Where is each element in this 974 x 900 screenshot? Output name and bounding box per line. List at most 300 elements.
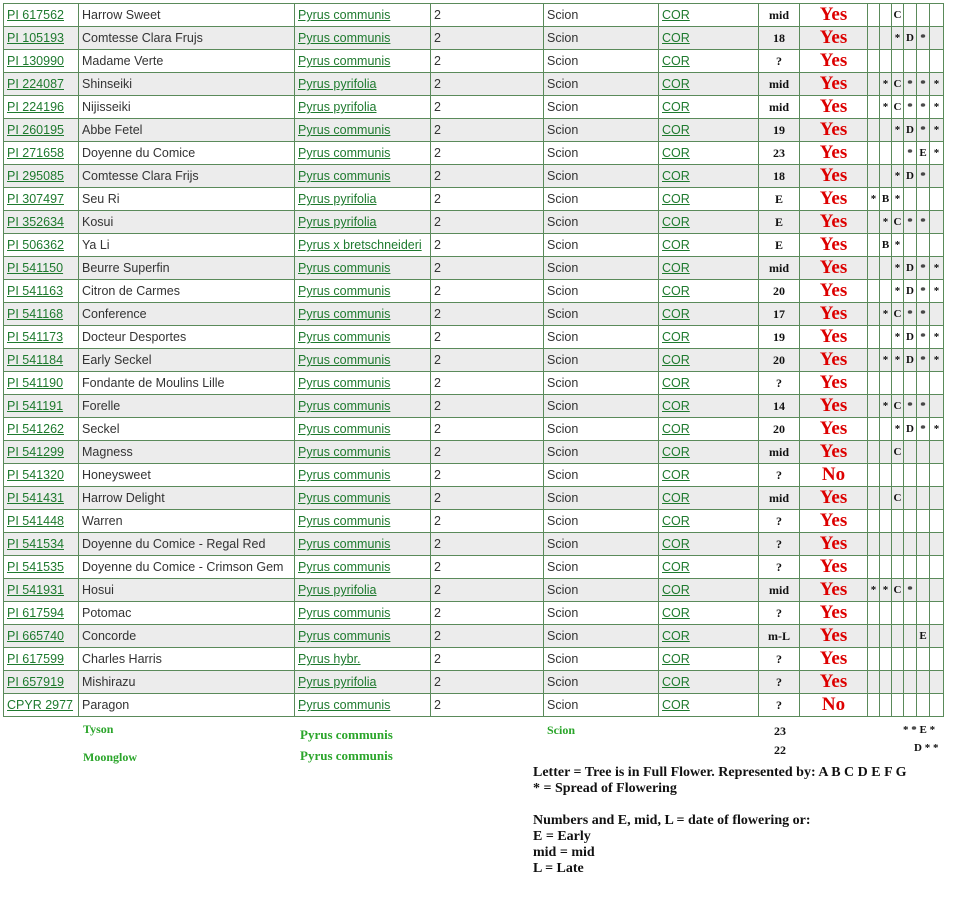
accession-cell-link[interactable]: PI 352634 [7, 215, 64, 229]
cultivar-name-cell: Harrow Delight [79, 487, 295, 510]
flowering-stage-cell [904, 533, 917, 556]
site-cell-link[interactable]: COR [662, 54, 690, 68]
count-cell: 2 [431, 211, 544, 234]
form-cell: Scion [544, 303, 659, 326]
accession-cell-link[interactable]: PI 541299 [7, 445, 64, 459]
flowering-date-cell: E [759, 234, 800, 257]
accession-cell-link[interactable]: PI 541431 [7, 491, 64, 505]
extra-moonglow-date: 22 [774, 743, 786, 757]
site-cell-link[interactable]: COR [662, 560, 690, 574]
form-cell: Scion [544, 464, 659, 487]
flowering-stage-cell [880, 119, 892, 142]
flowering-stage-cell [930, 303, 944, 326]
site-cell-link[interactable]: COR [662, 284, 690, 298]
cultivar-name-cell: Fondante de Moulins Lille [79, 372, 295, 395]
table-body [4, 4, 944, 717]
flowering-stage-cell [868, 395, 880, 418]
flowering-stage-cell: * [917, 349, 930, 372]
species-cell-link[interactable]: Pyrus communis [298, 376, 391, 390]
site-cell-link[interactable]: COR [662, 422, 690, 436]
site-cell-link[interactable]: COR [662, 146, 690, 160]
flowering-stage-cell: * [930, 326, 944, 349]
count-cell: 2 [431, 27, 544, 50]
accession-cell [4, 487, 79, 510]
accession-cell-link[interactable]: PI 617599 [7, 652, 64, 666]
site-cell-link[interactable]: COR [662, 399, 690, 413]
flowering-stage-cell: * [917, 73, 930, 96]
accession-cell-link[interactable]: PI 541173 [7, 330, 64, 344]
flowering-stage-cell [904, 625, 917, 648]
form-cell: Scion [544, 119, 659, 142]
table-row [4, 533, 944, 556]
site-cell-link[interactable]: COR [662, 261, 690, 275]
flowering-stage-cell [868, 533, 880, 556]
flowering-stage-cell [930, 234, 944, 257]
flowering-stage-cell: * [930, 418, 944, 441]
flowering-date-cell: 18 [759, 165, 800, 188]
site-cell [659, 96, 759, 119]
species-cell-link[interactable]: Pyrus communis [298, 169, 391, 183]
table-row [4, 441, 944, 464]
flowering-stage-cell [868, 602, 880, 625]
flowering-stage-cell [930, 50, 944, 73]
species-cell [295, 694, 431, 717]
accession-cell-link[interactable]: PI 541931 [7, 583, 64, 597]
flowering-stage-cell [880, 533, 892, 556]
accession-cell-link[interactable]: PI 541150 [7, 261, 64, 275]
species-cell-link[interactable]: Pyrus communis [298, 307, 391, 321]
site-cell-link[interactable]: COR [662, 537, 690, 551]
accession-cell-link[interactable]: PI 224196 [7, 100, 64, 114]
flowering-stage-cell [868, 257, 880, 280]
site-cell [659, 418, 759, 441]
accession-cell-link[interactable]: PI 307497 [7, 192, 64, 206]
flowering-stage-cell: * [917, 395, 930, 418]
site-cell-link[interactable]: COR [662, 675, 690, 689]
count-cell: 2 [431, 372, 544, 395]
site-cell-link[interactable]: COR [662, 652, 690, 666]
flowering-stage-cell [868, 326, 880, 349]
flowering-stage-cell [880, 257, 892, 280]
species-cell-link[interactable]: Pyrus communis [298, 123, 391, 137]
count-cell: 2 [431, 487, 544, 510]
site-cell-link[interactable]: COR [662, 445, 690, 459]
flowering-stage-cell [930, 464, 944, 487]
flowering-stage-cell [880, 671, 892, 694]
site-cell [659, 372, 759, 395]
flowering-stage-cell: * [892, 27, 904, 50]
flowering-stage-cell [880, 4, 892, 27]
accession-cell [4, 533, 79, 556]
site-cell [659, 257, 759, 280]
cultivar-name-cell: Nijisseiki [79, 96, 295, 119]
count-cell: 2 [431, 188, 544, 211]
accession-cell [4, 372, 79, 395]
accession-cell-link[interactable]: PI 541190 [7, 376, 64, 390]
flowering-stage-cell [930, 602, 944, 625]
accession-cell-link[interactable]: PI 657919 [7, 675, 64, 689]
species-cell [295, 602, 431, 625]
form-cell: Scion [544, 510, 659, 533]
species-cell [295, 280, 431, 303]
species-cell-link[interactable]: Pyrus communis [298, 399, 391, 413]
accession-cell-link[interactable]: PI 541184 [7, 353, 64, 367]
result-cell: Yes [800, 441, 868, 464]
species-cell-link[interactable]: Pyrus pyrifolia [298, 675, 377, 689]
species-cell-link[interactable]: Pyrus communis [298, 537, 391, 551]
accession-cell-link[interactable]: PI 271658 [7, 146, 64, 160]
table-row [4, 211, 944, 234]
species-cell-link[interactable]: Pyrus x bretschneideri [298, 238, 422, 252]
form-cell: Scion [544, 671, 659, 694]
site-cell-link[interactable]: COR [662, 100, 690, 114]
species-cell [295, 257, 431, 280]
accession-cell [4, 418, 79, 441]
result-cell: Yes [800, 73, 868, 96]
count-cell: 2 [431, 142, 544, 165]
form-cell: Scion [544, 349, 659, 372]
flowering-stage-cell [930, 395, 944, 418]
result-cell: Yes [800, 648, 868, 671]
form-cell: Scion [544, 579, 659, 602]
flowering-date-cell: mid [759, 73, 800, 96]
flowering-stage-cell: * [917, 211, 930, 234]
species-cell-link[interactable]: Pyrus communis [298, 146, 391, 160]
site-cell-link[interactable]: COR [662, 31, 690, 45]
flowering-stage-cell: * [930, 119, 944, 142]
species-cell-link[interactable]: Pyrus communis [298, 353, 391, 367]
table-row [4, 234, 944, 257]
species-cell-link[interactable]: Pyrus communis [298, 560, 391, 574]
flowering-date-cell: ? [759, 556, 800, 579]
flowering-stage-cell [930, 648, 944, 671]
table-row [4, 142, 944, 165]
table-row [4, 602, 944, 625]
extra-tyson-flowering: * * E * [903, 724, 936, 736]
legend-letter-line: Letter = Tree is in Full Flower. Represented by: A B C D E F G [533, 765, 907, 780]
flowering-stage-cell: C [892, 4, 904, 27]
flowering-stage-cell [892, 694, 904, 717]
cultivar-name-cell: Early Seckel [79, 349, 295, 372]
site-cell [659, 671, 759, 694]
site-cell-link[interactable]: COR [662, 698, 690, 712]
site-cell-link[interactable]: COR [662, 123, 690, 137]
species-cell-link[interactable]: Pyrus communis [298, 445, 391, 459]
flowering-stage-cell [917, 50, 930, 73]
form-cell: Scion [544, 372, 659, 395]
cultivar-name-cell: Kosui [79, 211, 295, 234]
table-row [4, 119, 944, 142]
count-cell: 2 [431, 257, 544, 280]
result-cell: Yes [800, 510, 868, 533]
site-cell-link[interactable]: COR [662, 606, 690, 620]
site-cell-link[interactable]: COR [662, 514, 690, 528]
cultivar-name-cell: Mishirazu [79, 671, 295, 694]
site-cell [659, 326, 759, 349]
flowering-stage-cell: * [917, 280, 930, 303]
germplasm-table [3, 3, 944, 717]
accession-cell-link[interactable]: PI 541320 [7, 468, 64, 482]
site-cell [659, 188, 759, 211]
species-cell-link[interactable]: Pyrus communis [298, 261, 391, 275]
flowering-stage-cell [930, 625, 944, 648]
species-cell-link[interactable]: Pyrus pyrifolia [298, 583, 377, 597]
flowering-stage-cell: * [892, 280, 904, 303]
flowering-stage-cell [880, 27, 892, 50]
cultivar-name-cell: Seckel [79, 418, 295, 441]
flowering-date-cell: ? [759, 510, 800, 533]
count-cell: 2 [431, 533, 544, 556]
accession-cell [4, 257, 79, 280]
flowering-stage-cell [868, 73, 880, 96]
accession-cell [4, 188, 79, 211]
table-row [4, 165, 944, 188]
flowering-stage-cell: C [892, 303, 904, 326]
count-cell: 2 [431, 326, 544, 349]
flowering-stage-cell [868, 441, 880, 464]
accession-cell-link[interactable]: CPYR 2977 [7, 698, 74, 712]
legend-date-line: Numbers and E, mid, L = date of flowering or: [533, 813, 811, 828]
site-cell-link[interactable]: COR [662, 307, 690, 321]
cultivar-name-cell: Doyenne du Comice [79, 142, 295, 165]
result-cell: Yes [800, 602, 868, 625]
species-cell-link[interactable]: Pyrus pyrifolia [298, 100, 377, 114]
accession-cell-link[interactable]: PI 541448 [7, 514, 64, 528]
accession-cell [4, 395, 79, 418]
site-cell-link[interactable]: COR [662, 629, 690, 643]
flowering-stage-cell: C [892, 395, 904, 418]
site-cell-link[interactable]: COR [662, 77, 690, 91]
site-cell-link[interactable]: COR [662, 238, 690, 252]
flowering-stage-cell [904, 510, 917, 533]
form-cell: Scion [544, 211, 659, 234]
flowering-stage-cell [904, 4, 917, 27]
count-cell: 2 [431, 4, 544, 27]
table-row [4, 510, 944, 533]
table-row [4, 487, 944, 510]
cultivar-name-cell: Harrow Sweet [79, 4, 295, 27]
species-cell-link[interactable]: Pyrus pyrifolia [298, 77, 377, 91]
site-cell [659, 303, 759, 326]
species-cell-link[interactable]: Pyrus communis [298, 491, 391, 505]
result-cell: Yes [800, 303, 868, 326]
site-cell-link[interactable]: COR [662, 8, 690, 22]
site-cell [659, 142, 759, 165]
table-row [4, 73, 944, 96]
species-cell-link[interactable]: Pyrus communis [298, 514, 391, 528]
flowering-stage-cell [917, 556, 930, 579]
flowering-date-cell: 19 [759, 119, 800, 142]
species-cell-link[interactable]: Pyrus pyrifolia [298, 215, 377, 229]
flowering-stage-cell: * [892, 119, 904, 142]
accession-cell-link[interactable]: PI 130990 [7, 54, 64, 68]
accession-cell-link[interactable]: PI 295085 [7, 169, 64, 183]
species-cell-link[interactable]: Pyrus pyrifolia [298, 192, 377, 206]
result-cell: Yes [800, 625, 868, 648]
result-cell: Yes [800, 50, 868, 73]
form-cell: Scion [544, 188, 659, 211]
form-cell: Scion [544, 418, 659, 441]
flowering-stage-cell [917, 188, 930, 211]
site-cell-link[interactable]: COR [662, 491, 690, 505]
species-cell-link[interactable]: Pyrus communis [298, 606, 391, 620]
count-cell: 2 [431, 349, 544, 372]
count-cell: 2 [431, 625, 544, 648]
flowering-stage-cell [892, 602, 904, 625]
accession-cell-link[interactable]: PI 617594 [7, 606, 64, 620]
accession-cell-link[interactable]: PI 541535 [7, 560, 64, 574]
flowering-stage-cell [880, 418, 892, 441]
flowering-stage-cell: B [880, 188, 892, 211]
flowering-date-cell: mid [759, 487, 800, 510]
accession-cell-link[interactable]: PI 541534 [7, 537, 64, 551]
species-cell-link[interactable]: Pyrus communis [298, 284, 391, 298]
site-cell [659, 27, 759, 50]
flowering-stage-cell: D [904, 418, 917, 441]
form-cell: Scion [544, 4, 659, 27]
flowering-stage-cell [904, 648, 917, 671]
species-cell [295, 418, 431, 441]
table-row [4, 96, 944, 119]
result-cell: Yes [800, 280, 868, 303]
accession-cell-link[interactable]: PI 506362 [7, 238, 64, 252]
flowering-stage-cell: * [880, 211, 892, 234]
cultivar-name-cell: Magness [79, 441, 295, 464]
form-cell: Scion [544, 50, 659, 73]
accession-cell-link[interactable]: PI 541262 [7, 422, 64, 436]
flowering-stage-cell: * [880, 96, 892, 119]
form-cell: Scion [544, 441, 659, 464]
species-cell [295, 96, 431, 119]
flowering-stage-cell [904, 556, 917, 579]
count-cell: 2 [431, 418, 544, 441]
extra-tyson-name: Tyson [83, 722, 114, 736]
count-cell: 2 [431, 648, 544, 671]
flowering-stage-cell [868, 510, 880, 533]
flowering-stage-cell: * [930, 349, 944, 372]
cultivar-name-cell: Charles Harris [79, 648, 295, 671]
site-cell-link[interactable]: COR [662, 468, 690, 482]
flowering-stage-cell: * [892, 418, 904, 441]
species-cell [295, 556, 431, 579]
cultivar-name-cell: Potomac [79, 602, 295, 625]
flowering-stage-cell [880, 602, 892, 625]
table-row [4, 464, 944, 487]
flowering-stage-cell [868, 648, 880, 671]
result-cell: Yes [800, 372, 868, 395]
site-cell [659, 648, 759, 671]
flowering-stage-cell [892, 556, 904, 579]
accession-cell-link[interactable]: PI 541168 [7, 307, 64, 321]
flowering-date-cell: ? [759, 602, 800, 625]
flowering-stage-cell: C [892, 73, 904, 96]
species-cell-link[interactable]: Pyrus communis [298, 330, 391, 344]
accession-cell-link[interactable]: PI 260195 [7, 123, 64, 137]
site-cell-link[interactable]: COR [662, 376, 690, 390]
flowering-stage-cell: * [892, 165, 904, 188]
site-cell-link[interactable]: COR [662, 583, 690, 597]
species-cell-link[interactable]: Pyrus communis [298, 629, 391, 643]
flowering-date-cell: 14 [759, 395, 800, 418]
site-cell [659, 556, 759, 579]
table-row [4, 648, 944, 671]
flowering-stage-cell [880, 510, 892, 533]
flowering-stage-cell: C [892, 96, 904, 119]
form-cell: Scion [544, 395, 659, 418]
site-cell [659, 280, 759, 303]
flowering-stage-cell [930, 211, 944, 234]
site-cell-link[interactable]: COR [662, 192, 690, 206]
form-cell: Scion [544, 648, 659, 671]
count-cell: 2 [431, 395, 544, 418]
flowering-stage-cell: E [917, 142, 930, 165]
flowering-stage-cell: * [880, 395, 892, 418]
flowering-stage-cell: C [892, 441, 904, 464]
accession-cell-link[interactable]: PI 541191 [7, 399, 64, 413]
site-cell-link[interactable]: COR [662, 330, 690, 344]
cultivar-name-cell: Doyenne du Comice - Regal Red [79, 533, 295, 556]
result-cell: Yes [800, 349, 868, 372]
accession-cell [4, 303, 79, 326]
count-cell: 2 [431, 50, 544, 73]
flowering-stage-cell: * [904, 303, 917, 326]
flowering-stage-cell [917, 4, 930, 27]
species-cell [295, 464, 431, 487]
species-cell [295, 119, 431, 142]
flowering-stage-cell [892, 372, 904, 395]
extra-moonglow-species: Pyrus communis [300, 748, 393, 763]
cultivar-name-cell: Citron de Carmes [79, 280, 295, 303]
flowering-stage-cell [917, 648, 930, 671]
cultivar-name-cell: Hosui [79, 579, 295, 602]
species-cell-link[interactable]: Pyrus communis [298, 698, 391, 712]
flowering-stage-cell [930, 27, 944, 50]
cultivar-name-cell: Shinseiki [79, 73, 295, 96]
accession-cell-link[interactable]: PI 105193 [7, 31, 64, 45]
flowering-stage-cell: * [892, 326, 904, 349]
flowering-stage-cell: * [880, 579, 892, 602]
accession-cell-link[interactable]: PI 224087 [7, 77, 64, 91]
result-cell: Yes [800, 188, 868, 211]
accession-cell-link[interactable]: PI 617562 [7, 8, 64, 22]
flowering-stage-cell: * [930, 142, 944, 165]
flowering-stage-cell [868, 694, 880, 717]
count-cell: 2 [431, 556, 544, 579]
flowering-date-cell: 20 [759, 418, 800, 441]
site-cell-link[interactable]: COR [662, 215, 690, 229]
flowering-stage-cell: * [917, 257, 930, 280]
site-cell [659, 579, 759, 602]
species-cell-link[interactable]: Pyrus communis [298, 31, 391, 45]
accession-cell-link[interactable]: PI 665740 [7, 629, 64, 643]
species-cell-link[interactable]: Pyrus communis [298, 54, 391, 68]
site-cell-link[interactable]: COR [662, 353, 690, 367]
species-cell-link[interactable]: Pyrus communis [298, 8, 391, 22]
species-cell-link[interactable]: Pyrus communis [298, 468, 391, 482]
site-cell-link[interactable]: COR [662, 169, 690, 183]
result-cell: Yes [800, 257, 868, 280]
flowering-stage-cell [880, 165, 892, 188]
accession-cell-link[interactable]: PI 541163 [7, 284, 64, 298]
legend-late-line: L = Late [533, 861, 584, 876]
table-row [4, 27, 944, 50]
species-cell-link[interactable]: Pyrus communis [298, 422, 391, 436]
flowering-stage-cell [930, 556, 944, 579]
site-cell [659, 487, 759, 510]
accession-cell [4, 234, 79, 257]
species-cell-link[interactable]: Pyrus hybr. [298, 652, 361, 666]
extra-tyson-date: 23 [774, 724, 786, 738]
